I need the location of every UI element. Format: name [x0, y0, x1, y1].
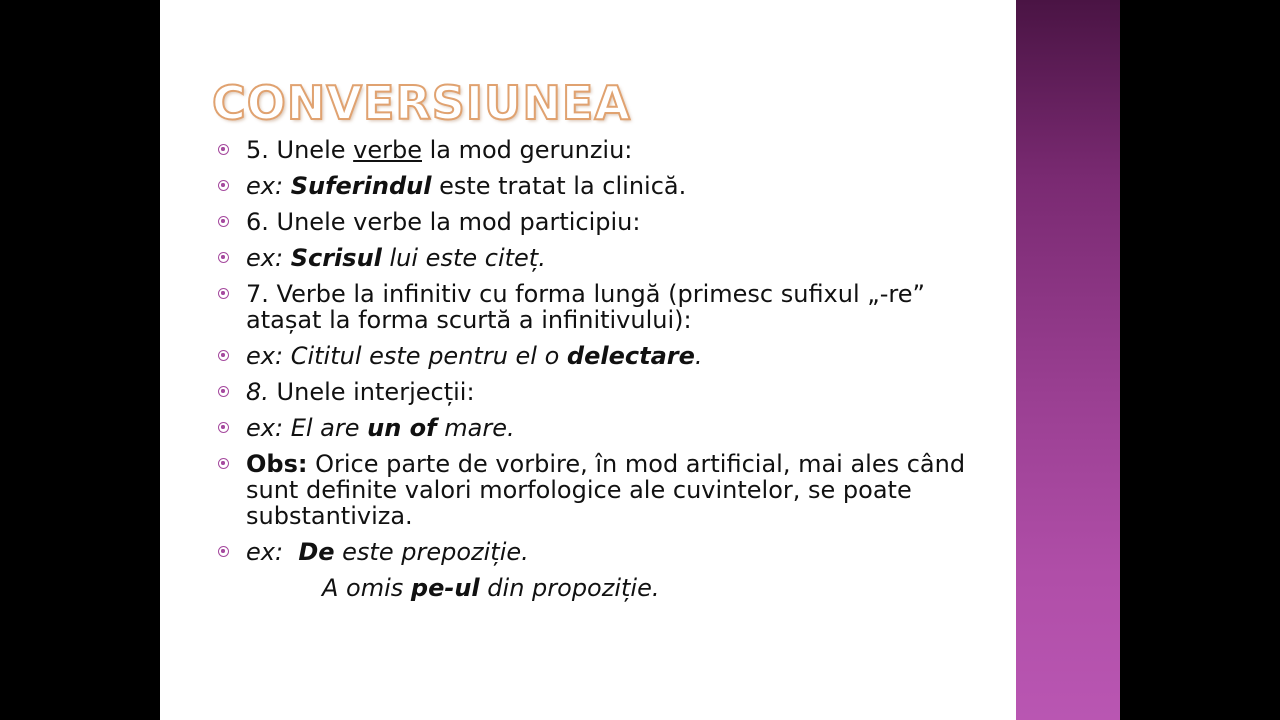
list-item [218, 379, 1058, 405]
item-text: 6. Unele verbe la mod participiu: [246, 208, 641, 236]
obs-label: Obs: [246, 450, 308, 478]
list-item [218, 451, 1058, 529]
circle-dot-icon [218, 144, 229, 155]
spacer [283, 172, 291, 200]
circle-dot-icon [218, 252, 229, 263]
list-item [218, 173, 1058, 199]
item-text: lui este citeț. [381, 244, 546, 272]
item-text: Cititul este pentru el o [290, 342, 567, 370]
item-text: . [506, 414, 515, 442]
item-text: A omis [322, 574, 411, 602]
emphasized-word: delectare [566, 342, 695, 370]
circle-dot-icon [218, 386, 229, 397]
circle-dot-icon [218, 180, 229, 191]
list-item [218, 343, 1058, 369]
item-text: . [521, 538, 529, 566]
item-text: El are [290, 414, 368, 442]
list-item [218, 245, 1058, 271]
example-label: ex: [246, 244, 284, 272]
list-item [218, 209, 1058, 235]
item-text: mare [436, 414, 507, 442]
circle-dot-icon [218, 288, 229, 299]
example-label: ex: [246, 538, 284, 566]
item-text: Unele interjecții: [268, 378, 475, 406]
item-text: . [694, 342, 703, 370]
item-text-line: Orice parte de vorbire, în mod artificial, mai ales când [307, 450, 966, 478]
item-text: la mod gerunziu: [421, 136, 633, 164]
emphasized-word: Suferindul [290, 172, 432, 200]
slide-title: CONVERSIUNEA [212, 76, 631, 130]
circle-dot-icon [218, 350, 229, 361]
list-item-continuation [218, 575, 1058, 601]
emphasized-word: pe-ul [410, 574, 480, 602]
spacer [283, 414, 291, 442]
example-label: ex: [246, 172, 284, 200]
list-item [218, 415, 1058, 441]
item-text: 5. Unele [246, 136, 354, 164]
spacer [283, 342, 291, 370]
circle-dot-icon [218, 216, 229, 227]
item-text: este prepoziție [334, 538, 522, 566]
list-item [218, 539, 1058, 565]
slide-bullet-list [218, 137, 1058, 611]
example-label: ex: [246, 414, 284, 442]
item-text-line: atașat la forma scurtă a infinitivului): [246, 306, 692, 334]
emphasized-word: un of [367, 414, 437, 442]
slide [160, 0, 1120, 720]
emphasized-word: Scrisul [290, 244, 382, 272]
spacer [283, 244, 291, 272]
circle-dot-icon [218, 546, 229, 557]
circle-dot-icon [218, 422, 229, 433]
item-number: 8. [246, 378, 269, 406]
example-label: ex: [246, 342, 284, 370]
emphasized-word: De [298, 538, 335, 566]
item-text: din propoziție [479, 574, 652, 602]
underlined-word: verbe [353, 136, 422, 164]
list-item [218, 281, 1058, 333]
item-text: . [651, 574, 660, 602]
item-text-line: substantiviza. [246, 502, 413, 530]
circle-dot-icon [218, 458, 229, 469]
list-item [218, 137, 1058, 163]
spacer [283, 538, 298, 566]
item-text: este tratat la clinică. [431, 172, 687, 200]
item-text-line: 7. Verbe la infinitiv cu forma lungă (primesc sufixul „-re” [246, 280, 925, 308]
item-text-line: sunt definite valori morfologice ale cuvintelor, se poate [246, 476, 912, 504]
